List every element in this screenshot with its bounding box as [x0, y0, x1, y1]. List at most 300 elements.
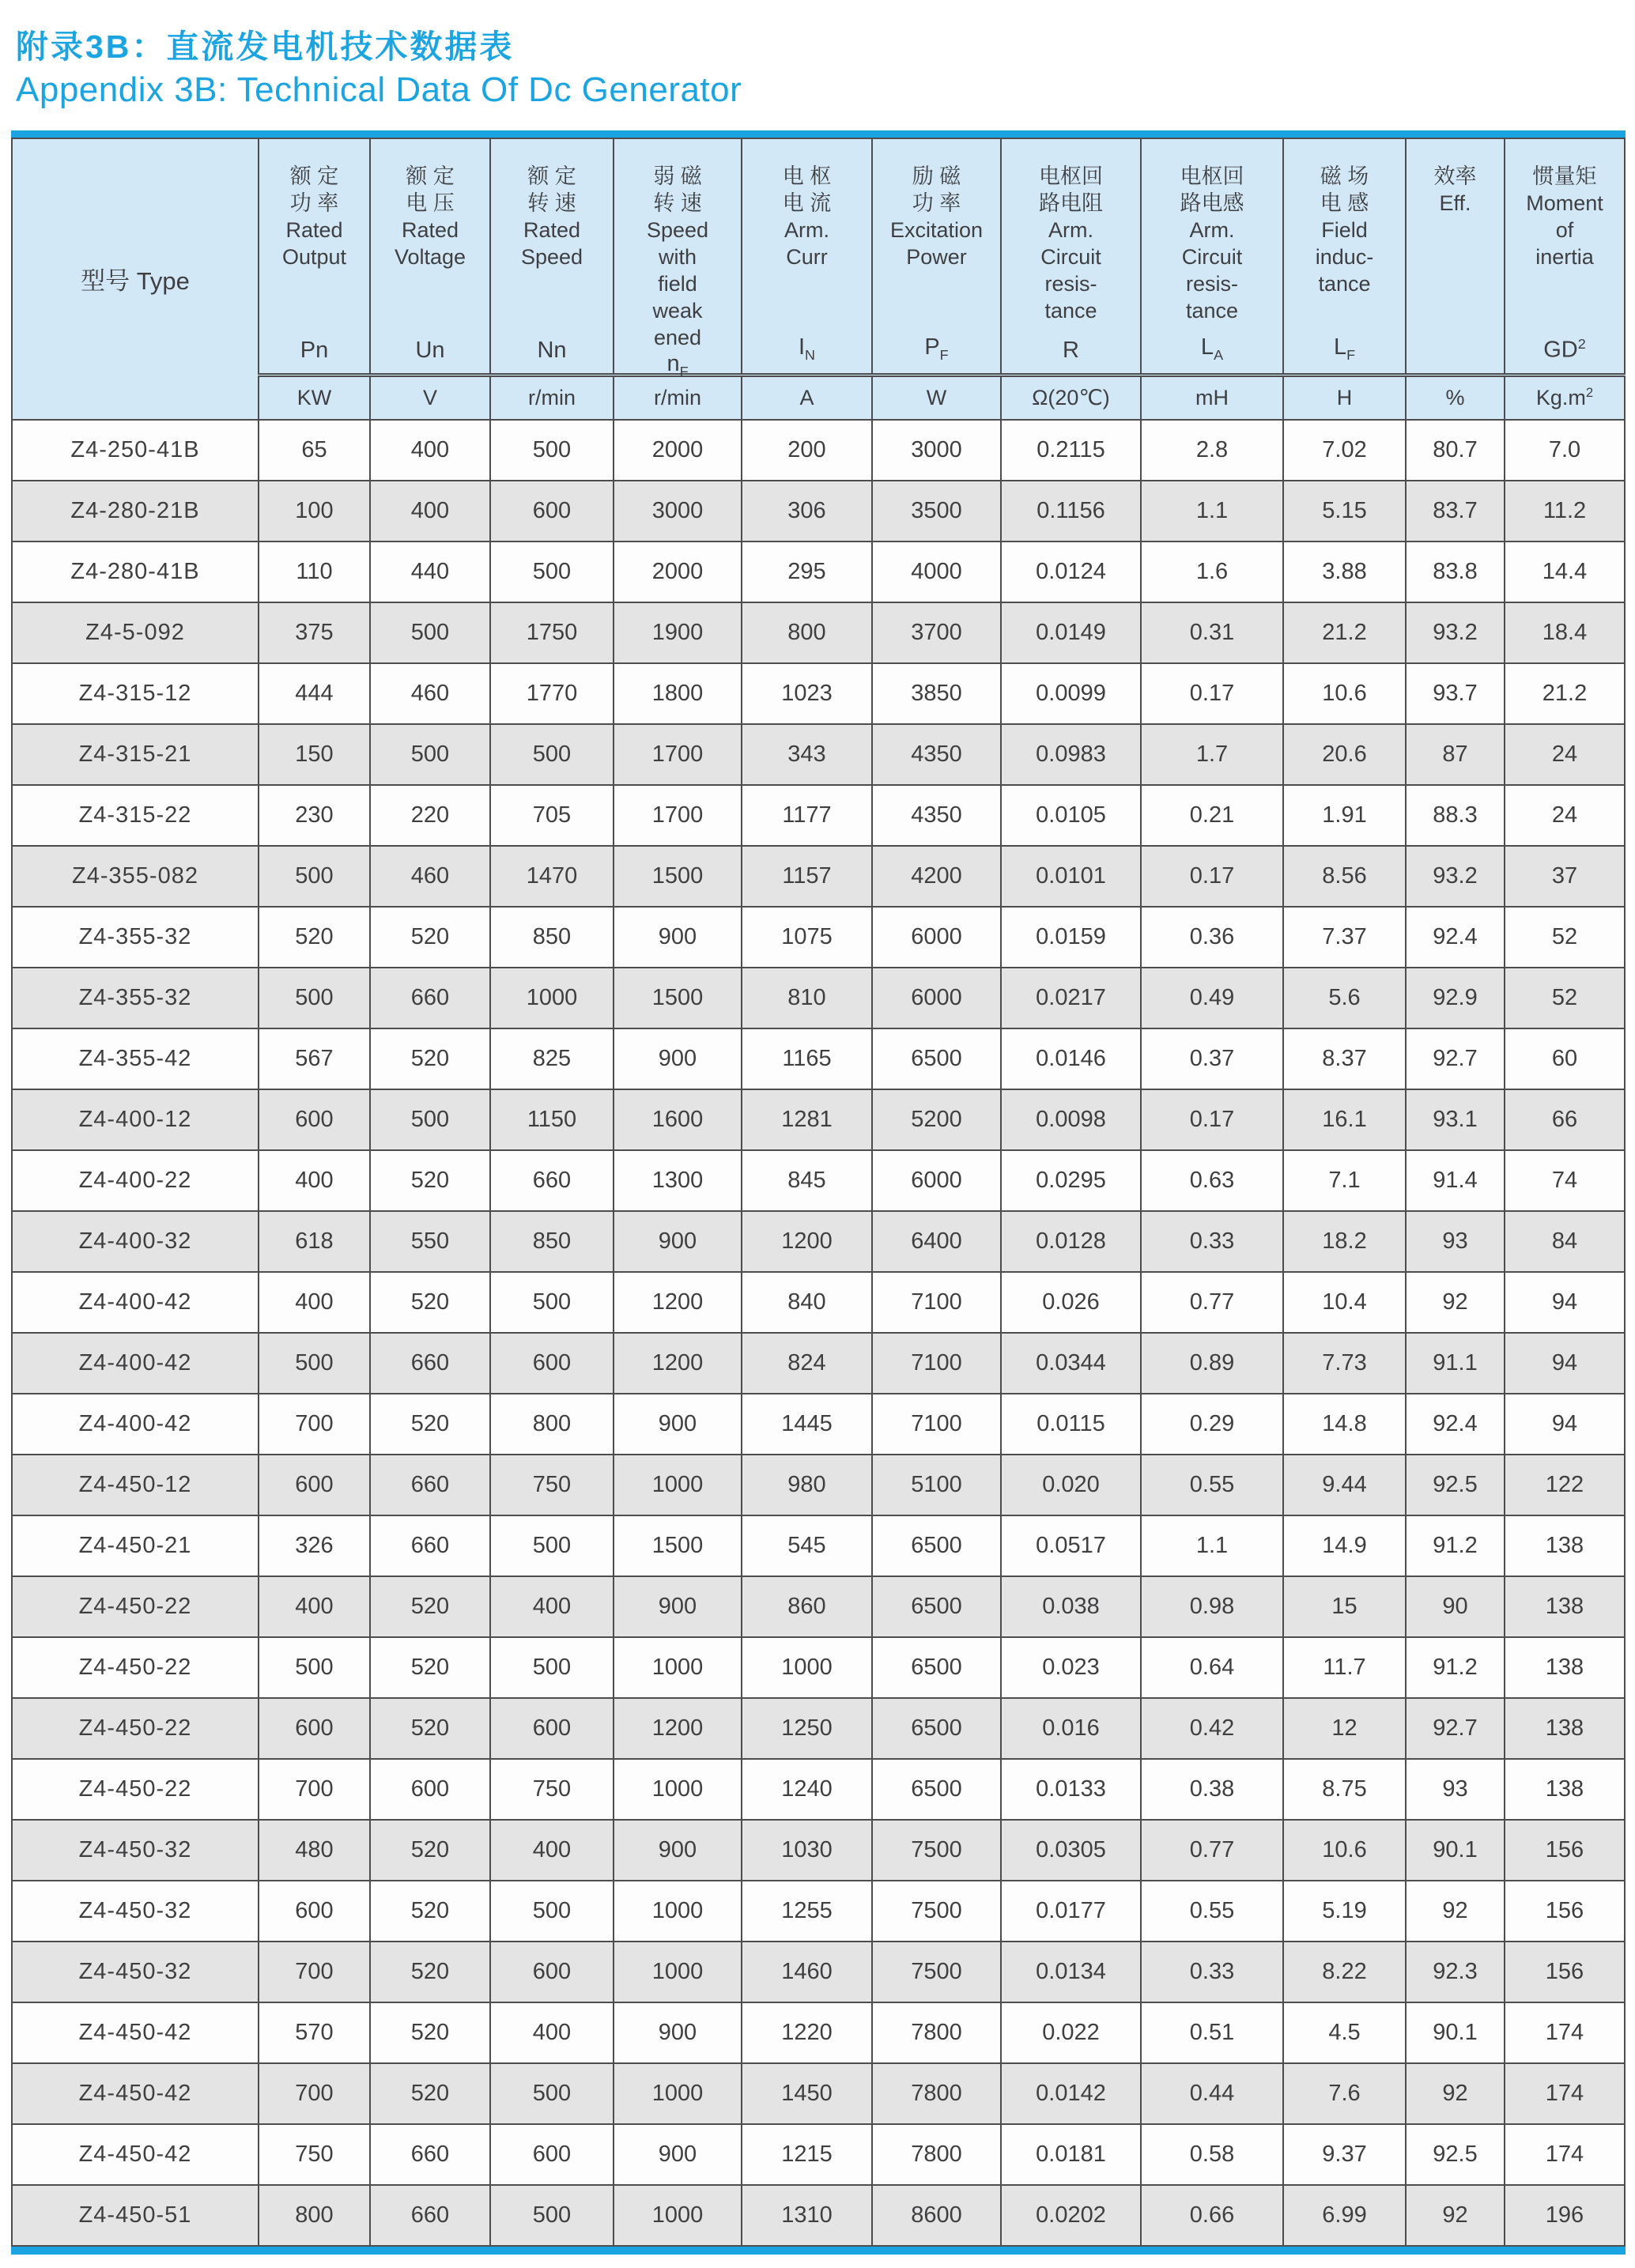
- value-cell: 150: [259, 724, 370, 785]
- value-cell: 6500: [872, 1698, 1001, 1759]
- value-cell: 1000: [614, 1759, 742, 1820]
- table-row: [12, 1211, 1625, 1272]
- header-line: tance: [1185, 299, 1239, 323]
- value-cell: 520: [259, 907, 370, 968]
- value-cell: 810: [742, 968, 872, 1028]
- value-cell: 0.0177: [1001, 1881, 1141, 1942]
- value-cell: 1900: [614, 602, 742, 663]
- type-cell: Z4-355-32: [12, 968, 259, 1028]
- value-cell: 0.51: [1141, 2002, 1283, 2063]
- value-cell: 1000: [614, 2185, 742, 2246]
- table-row: [12, 1759, 1625, 1820]
- header-cell-moment-of-inertia: [1505, 138, 1625, 375]
- value-cell: 0.0159: [1001, 907, 1141, 968]
- value-cell: 0.17: [1141, 846, 1283, 907]
- table-row: [12, 1576, 1625, 1637]
- value-cell: 3500: [872, 481, 1001, 542]
- type-cell: Z4-355-32: [12, 907, 259, 968]
- value-cell: 1000: [490, 968, 614, 1028]
- table-row: [12, 1820, 1625, 1881]
- value-cell: 138: [1505, 1576, 1625, 1637]
- value-cell: 375: [259, 602, 370, 663]
- value-cell: 1200: [614, 1333, 742, 1394]
- header-line: weak: [652, 299, 703, 323]
- value-cell: 66: [1505, 1089, 1625, 1150]
- value-cell: 7100: [872, 1272, 1001, 1333]
- value-cell: 122: [1505, 1455, 1625, 1515]
- type-cell: Z4-355-082: [12, 846, 259, 907]
- table-row: [12, 602, 1625, 663]
- value-cell: 90.1: [1406, 1820, 1505, 1881]
- type-cell: Z4-400-42: [12, 1333, 259, 1394]
- header-line: resis-: [1044, 272, 1097, 296]
- value-cell: 52: [1505, 968, 1625, 1028]
- value-cell: 5.19: [1283, 1881, 1406, 1942]
- type-cell: Z4-450-42: [12, 2124, 259, 2185]
- unit-cell-field-weakened-speed: r/min: [614, 375, 742, 420]
- value-cell: 850: [490, 907, 614, 968]
- value-cell: 0.0098: [1001, 1089, 1141, 1150]
- value-cell: 1255: [742, 1881, 872, 1942]
- value-cell: 8.56: [1283, 846, 1406, 907]
- value-cell: 400: [490, 1820, 614, 1881]
- value-cell: 174: [1505, 2002, 1625, 2063]
- value-cell: 0.0124: [1001, 542, 1141, 602]
- header-line: 电 枢: [782, 164, 832, 188]
- value-cell: 0.0128: [1001, 1211, 1141, 1272]
- type-cell: Z4-280-41B: [12, 542, 259, 602]
- value-cell: 7.1: [1283, 1150, 1406, 1211]
- value-cell: 460: [370, 663, 490, 724]
- value-cell: 660: [370, 2124, 490, 2185]
- header-symbol-field-weakened-speed: $n_F$: [666, 351, 689, 379]
- value-cell: 1000: [742, 1637, 872, 1698]
- value-cell: 1.91: [1283, 785, 1406, 846]
- table-row: [12, 1455, 1625, 1515]
- type-cell: Z4-450-42: [12, 2002, 259, 2063]
- value-cell: 400: [259, 1272, 370, 1333]
- value-cell: 444: [259, 663, 370, 724]
- value-cell: 6400: [872, 1211, 1001, 1272]
- value-cell: 750: [259, 2124, 370, 2185]
- value-cell: 520: [370, 1272, 490, 1333]
- value-cell: 0.0295: [1001, 1150, 1141, 1211]
- value-cell: 900: [614, 2002, 742, 2063]
- value-cell: 200: [742, 420, 872, 481]
- value-cell: 7.73: [1283, 1333, 1406, 1394]
- value-cell: 110: [259, 542, 370, 602]
- value-cell: 700: [259, 1394, 370, 1455]
- header-line: 电枢回: [1180, 164, 1244, 188]
- header-line: 电枢回: [1039, 164, 1103, 188]
- value-cell: 3700: [872, 602, 1001, 663]
- value-cell: 0.63: [1141, 1150, 1283, 1211]
- value-cell: 94: [1505, 1333, 1625, 1394]
- header-symbol-rated-output: Pn: [300, 338, 329, 363]
- value-cell: 850: [490, 1211, 614, 1272]
- value-cell: 92.5: [1406, 2124, 1505, 2185]
- value-cell: 91.2: [1406, 1637, 1505, 1698]
- value-cell: 92: [1406, 2063, 1505, 2124]
- table-row: [12, 1698, 1625, 1759]
- value-cell: 800: [259, 2185, 370, 2246]
- value-cell: 91.4: [1406, 1150, 1505, 1211]
- value-cell: 74: [1505, 1150, 1625, 1211]
- value-cell: 2000: [614, 420, 742, 481]
- value-cell: 1470: [490, 846, 614, 907]
- value-cell: 1200: [742, 1211, 872, 1272]
- value-cell: 7100: [872, 1333, 1001, 1394]
- header-line: of: [1555, 218, 1574, 242]
- value-cell: 4200: [872, 846, 1001, 907]
- value-cell: 15: [1283, 1576, 1406, 1637]
- type-cell: Z4-450-32: [12, 1942, 259, 2002]
- value-cell: 14.9: [1283, 1515, 1406, 1576]
- header-line: Speed: [646, 218, 709, 242]
- value-cell: 1750: [490, 602, 614, 663]
- value-cell: 83.7: [1406, 481, 1505, 542]
- table-row: [12, 1333, 1625, 1394]
- value-cell: 0.0305: [1001, 1820, 1141, 1881]
- value-cell: 1000: [614, 1455, 742, 1515]
- header-line: 功 率: [912, 191, 961, 215]
- value-cell: 6.99: [1283, 2185, 1406, 2246]
- value-cell: 0.98: [1141, 1576, 1283, 1637]
- value-cell: 10.4: [1283, 1272, 1406, 1333]
- value-cell: 0.0344: [1001, 1333, 1141, 1394]
- type-cell: Z4-315-21: [12, 724, 259, 785]
- unit-cell-armature-current: A: [742, 375, 872, 420]
- value-cell: 87: [1406, 724, 1505, 785]
- header-symbol-armature-circuit-inductance: $L_A$: [1200, 334, 1224, 363]
- header-cell-armature-circuit-inductance: [1141, 138, 1283, 375]
- value-cell: 1.1: [1141, 1515, 1283, 1576]
- value-cell: 1200: [614, 1698, 742, 1759]
- value-cell: 1200: [614, 1272, 742, 1333]
- value-cell: 91.1: [1406, 1333, 1505, 1394]
- table-row: [12, 1089, 1625, 1150]
- value-cell: 500: [370, 1089, 490, 1150]
- value-cell: 860: [742, 1576, 872, 1637]
- value-cell: 0.026: [1001, 1272, 1141, 1333]
- type-cell: Z4-450-22: [12, 1698, 259, 1759]
- header-line: 转 速: [527, 191, 576, 215]
- value-cell: 400: [490, 1576, 614, 1637]
- header-line: Circuit: [1181, 245, 1243, 269]
- header-cell-excitation-power: [872, 138, 1001, 375]
- value-cell: 900: [614, 907, 742, 968]
- table-row: [12, 1394, 1625, 1455]
- header-line: Excitation: [889, 218, 984, 242]
- value-cell: 10.6: [1283, 663, 1406, 724]
- header-line: 功 率: [289, 191, 339, 215]
- unit-cell-field-inductance: H: [1283, 375, 1406, 420]
- table-row: [12, 420, 1625, 481]
- table-row: [12, 1272, 1625, 1333]
- value-cell: 600: [259, 1089, 370, 1150]
- value-cell: 0.1156: [1001, 481, 1141, 542]
- value-cell: 600: [490, 1698, 614, 1759]
- value-cell: 4350: [872, 724, 1001, 785]
- value-cell: 18.2: [1283, 1211, 1406, 1272]
- header-line: Voltage: [394, 245, 466, 269]
- header-symbol-armature-current: $I_N$: [798, 334, 816, 363]
- type-cell: Z4-450-42: [12, 2063, 259, 2124]
- header-cell-rated-voltage: [370, 138, 490, 375]
- value-cell: 1700: [614, 785, 742, 846]
- value-cell: 480: [259, 1820, 370, 1881]
- header-line: Arm.: [1048, 218, 1093, 242]
- header-line: Speed: [520, 245, 583, 269]
- value-cell: 1300: [614, 1150, 742, 1211]
- type-cell: Z4-400-12: [12, 1089, 259, 1150]
- value-cell: 845: [742, 1150, 872, 1211]
- header-line: Arm.: [1189, 218, 1235, 242]
- value-cell: 660: [490, 1150, 614, 1211]
- value-cell: 980: [742, 1455, 872, 1515]
- value-cell: 93.1: [1406, 1089, 1505, 1150]
- header-line: Moment: [1526, 191, 1603, 215]
- value-cell: 520: [370, 1942, 490, 2002]
- value-cell: 92.9: [1406, 968, 1505, 1028]
- value-cell: 1000: [614, 1637, 742, 1698]
- value-cell: 1030: [742, 1820, 872, 1881]
- header-line: 电 感: [1320, 191, 1369, 215]
- header-line: 磁 场: [1320, 164, 1369, 188]
- value-cell: 90: [1406, 1576, 1505, 1637]
- value-cell: 570: [259, 2002, 370, 2063]
- value-cell: 520: [370, 1637, 490, 1698]
- value-cell: 600: [259, 1881, 370, 1942]
- type-cell: Z4-450-51: [12, 2185, 259, 2246]
- header-symbol-moment-of-inertia: $GD^2$: [1543, 336, 1586, 363]
- table-row: [12, 1637, 1625, 1698]
- value-cell: 83.8: [1406, 542, 1505, 602]
- value-cell: 1165: [742, 1028, 872, 1089]
- page-title-en: Appendix 3B: Technical Data Of Dc Generator: [16, 70, 742, 109]
- value-cell: 84: [1505, 1211, 1625, 1272]
- header-symbol-armature-circuit-resistance: R: [1063, 338, 1079, 363]
- value-cell: 500: [490, 542, 614, 602]
- value-cell: 440: [370, 542, 490, 602]
- table-row: [12, 907, 1625, 968]
- table-row: [12, 785, 1625, 846]
- value-cell: 7100: [872, 1394, 1001, 1455]
- value-cell: 230: [259, 785, 370, 846]
- header-line: Rated: [523, 218, 581, 242]
- value-cell: 800: [742, 602, 872, 663]
- value-cell: 0.0133: [1001, 1759, 1141, 1820]
- type-cell: Z4-450-22: [12, 1576, 259, 1637]
- value-cell: 0.42: [1141, 1698, 1283, 1759]
- value-cell: 306: [742, 481, 872, 542]
- value-cell: 11.7: [1283, 1637, 1406, 1698]
- value-cell: 196: [1505, 2185, 1625, 2246]
- table-row: [12, 2002, 1625, 2063]
- header-line: 路电感: [1180, 191, 1244, 215]
- value-cell: 400: [259, 1150, 370, 1211]
- value-cell: 0.77: [1141, 1272, 1283, 1333]
- value-cell: 600: [490, 1333, 614, 1394]
- value-cell: 6000: [872, 907, 1001, 968]
- value-cell: 660: [370, 1455, 490, 1515]
- value-cell: 1075: [742, 907, 872, 968]
- table-row: [12, 542, 1625, 602]
- value-cell: 60: [1505, 1028, 1625, 1089]
- value-cell: 10.6: [1283, 1820, 1406, 1881]
- value-cell: 500: [490, 724, 614, 785]
- value-cell: 520: [370, 1576, 490, 1637]
- value-cell: 5.6: [1283, 968, 1406, 1028]
- header-cell-efficiency: [1406, 138, 1505, 375]
- header-cell-armature-circuit-resistance: [1001, 138, 1141, 375]
- value-cell: 1.1: [1141, 481, 1283, 542]
- header-line: 电 流: [782, 191, 832, 215]
- header-cell-field-inductance: [1283, 138, 1406, 375]
- value-cell: 1281: [742, 1089, 872, 1150]
- type-cell: Z4-355-42: [12, 1028, 259, 1089]
- value-cell: 9.44: [1283, 1455, 1406, 1515]
- value-cell: 1157: [742, 846, 872, 907]
- unit-cell-armature-circuit-resistance: Ω(20℃): [1001, 375, 1141, 420]
- value-cell: 0.0149: [1001, 602, 1141, 663]
- value-cell: 900: [614, 1028, 742, 1089]
- value-cell: 900: [614, 1820, 742, 1881]
- value-cell: 0.55: [1141, 1455, 1283, 1515]
- value-cell: 1215: [742, 2124, 872, 2185]
- table-row: [12, 481, 1625, 542]
- value-cell: 9.37: [1283, 2124, 1406, 2185]
- table-row: [12, 968, 1625, 1028]
- type-cell: Z4-450-22: [12, 1759, 259, 1820]
- value-cell: 1000: [614, 2063, 742, 2124]
- value-cell: 0.58: [1141, 2124, 1283, 2185]
- value-cell: 500: [490, 1515, 614, 1576]
- value-cell: 1600: [614, 1089, 742, 1150]
- table-row: [12, 724, 1625, 785]
- value-cell: 37: [1505, 846, 1625, 907]
- value-cell: 1.6: [1141, 542, 1283, 602]
- value-cell: 1450: [742, 2063, 872, 2124]
- value-cell: 618: [259, 1211, 370, 1272]
- value-cell: 0.64: [1141, 1637, 1283, 1698]
- value-cell: 750: [490, 1455, 614, 1515]
- type-cell: Z4-5-092: [12, 602, 259, 663]
- header-line: 路电阻: [1039, 191, 1103, 215]
- unit-cell-efficiency: %: [1406, 375, 1505, 420]
- unit-cell-rated-voltage: V: [370, 375, 490, 420]
- header-line: 额 定: [289, 164, 339, 188]
- value-cell: 545: [742, 1515, 872, 1576]
- value-cell: 3.88: [1283, 542, 1406, 602]
- value-cell: 1.7: [1141, 724, 1283, 785]
- type-cell: Z4-315-22: [12, 785, 259, 846]
- value-cell: 295: [742, 542, 872, 602]
- value-cell: 500: [259, 846, 370, 907]
- unit-cell-excitation-power: W: [872, 375, 1001, 420]
- value-cell: 93.7: [1406, 663, 1505, 724]
- value-cell: 93: [1406, 1211, 1505, 1272]
- value-cell: 156: [1505, 1820, 1625, 1881]
- value-cell: 1700: [614, 724, 742, 785]
- header-symbol-field-inductance: $L_F$: [1333, 334, 1356, 363]
- value-cell: 520: [370, 1698, 490, 1759]
- value-cell: 0.29: [1141, 1394, 1283, 1455]
- value-cell: 7800: [872, 2063, 1001, 2124]
- type-header-cell: [12, 138, 259, 420]
- value-cell: 3000: [872, 420, 1001, 481]
- value-cell: 1770: [490, 663, 614, 724]
- value-cell: 825: [490, 1028, 614, 1089]
- unit-cell-rated-speed: r/min: [490, 375, 614, 420]
- value-cell: 0.66: [1141, 2185, 1283, 2246]
- header-line: tance: [1318, 272, 1371, 296]
- value-cell: 0.2115: [1001, 420, 1141, 481]
- value-cell: 1240: [742, 1759, 872, 1820]
- value-cell: 14.8: [1283, 1394, 1406, 1455]
- value-cell: 500: [490, 1637, 614, 1698]
- value-cell: 0.0105: [1001, 785, 1141, 846]
- value-cell: 92: [1406, 2185, 1505, 2246]
- value-cell: 500: [259, 1333, 370, 1394]
- value-cell: 138: [1505, 1637, 1625, 1698]
- value-cell: 8.37: [1283, 1028, 1406, 1089]
- value-cell: 900: [614, 1394, 742, 1455]
- table-header: [12, 138, 1625, 420]
- value-cell: 92.7: [1406, 1028, 1505, 1089]
- value-cell: 100: [259, 481, 370, 542]
- header-row-main: [12, 138, 1625, 375]
- type-cell: Z4-315-12: [12, 663, 259, 724]
- value-cell: 18.4: [1505, 602, 1625, 663]
- value-cell: 520: [370, 2063, 490, 2124]
- value-cell: 90.1: [1406, 2002, 1505, 2063]
- value-cell: 11.2: [1505, 481, 1625, 542]
- type-cell: Z4-280-21B: [12, 481, 259, 542]
- value-cell: 600: [259, 1455, 370, 1515]
- value-cell: 0.038: [1001, 1576, 1141, 1637]
- value-cell: 520: [370, 1150, 490, 1211]
- value-cell: 600: [490, 1942, 614, 2002]
- value-cell: 94: [1505, 1394, 1625, 1455]
- value-cell: 12: [1283, 1698, 1406, 1759]
- value-cell: 0.0181: [1001, 2124, 1141, 2185]
- table-row: [12, 2124, 1625, 2185]
- value-cell: 52: [1505, 907, 1625, 968]
- value-cell: 400: [490, 2002, 614, 2063]
- type-header-label: 型号 Type: [81, 267, 190, 296]
- value-cell: 0.55: [1141, 1881, 1283, 1942]
- page-title-zh: 附录3B：直流发电机技术数据表: [16, 28, 515, 65]
- value-cell: 0.17: [1141, 1089, 1283, 1150]
- header-symbol-rated-voltage: Un: [415, 338, 445, 363]
- value-cell: 520: [370, 1820, 490, 1881]
- value-cell: 520: [370, 907, 490, 968]
- value-cell: 600: [259, 1698, 370, 1759]
- value-cell: 1310: [742, 2185, 872, 2246]
- value-cell: 93: [1406, 1759, 1505, 1820]
- value-cell: 400: [370, 481, 490, 542]
- header-symbol-rated-speed: Nn: [537, 338, 567, 363]
- value-cell: 500: [259, 968, 370, 1028]
- value-cell: 65: [259, 420, 370, 481]
- type-cell: Z4-450-12: [12, 1455, 259, 1515]
- value-cell: 174: [1505, 2063, 1625, 2124]
- header-line: 额 定: [527, 164, 576, 188]
- header-line: Output: [281, 245, 347, 269]
- value-cell: 0.17: [1141, 663, 1283, 724]
- value-cell: 3000: [614, 481, 742, 542]
